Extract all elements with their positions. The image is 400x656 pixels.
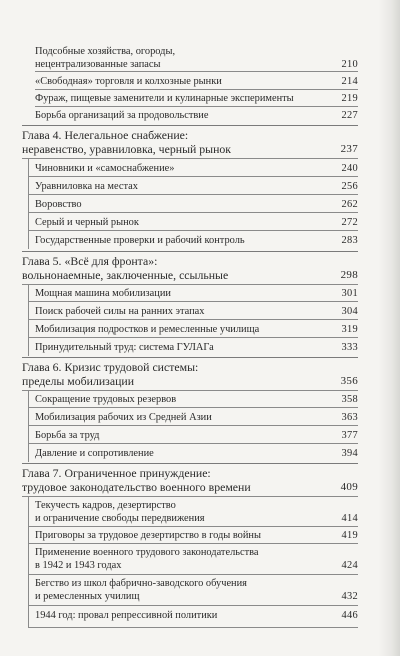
toc-page-number: 409 — [340, 481, 358, 493]
toc-page-number: 358 — [341, 394, 358, 405]
toc-page-number: 237 — [340, 143, 358, 155]
toc-entry-title: Бегство из школ фабрично-заводского обучения и ремесленных училищ — [35, 578, 247, 603]
toc-chapter-title: Глава 7. Ограниченное принуждение: трудовое законодательство военного времени — [22, 466, 251, 494]
toc-chapter-title: Глава 5. «Всё для фронта»: вольнонаемные, заключенные, ссыльные — [22, 254, 229, 282]
toc-entry[interactable] — [35, 75, 358, 90]
divider — [22, 125, 358, 126]
section-bracket — [28, 284, 29, 356]
toc-entry[interactable] — [35, 429, 358, 444]
toc-entry-title: Текучесть кадров, дезертирство и ограничение свободы передвижения — [35, 500, 205, 525]
divider — [28, 194, 358, 195]
toc-page-number: 394 — [341, 448, 358, 459]
toc-entry[interactable] — [35, 393, 358, 408]
toc-page-number: 333 — [341, 342, 358, 353]
toc-entry-title: Принудительный труд: система ГУЛАГа — [35, 342, 214, 353]
toc-page-number: 262 — [341, 199, 358, 210]
toc-entry-title: «Свободная» торговля и колхозные рынки — [35, 76, 222, 87]
toc-entry[interactable] — [35, 109, 358, 124]
divider — [28, 443, 358, 444]
divider — [28, 176, 358, 177]
toc-page-number: 363 — [341, 412, 358, 423]
toc-entry[interactable] — [35, 162, 358, 177]
toc-entry-title: Мобилизация подростков и ремесленные училища — [35, 324, 260, 335]
divider — [28, 319, 358, 320]
toc-page-number: 356 — [340, 375, 358, 387]
toc-page-number: 432 — [341, 591, 358, 603]
toc-entry-title: Серый и черный рынок — [35, 217, 139, 228]
divider — [22, 463, 358, 464]
toc-page-number: 227 — [341, 110, 358, 121]
toc-entry[interactable] — [35, 546, 358, 574]
toc-entry-title: Государственные проверки и рабочий контроль — [35, 235, 245, 246]
toc-entry[interactable] — [35, 529, 358, 544]
divider — [35, 89, 358, 90]
toc-entry[interactable] — [35, 609, 358, 624]
toc-entry[interactable] — [35, 216, 358, 231]
toc-entry-title: Борьба организаций за продовольствие — [35, 110, 209, 121]
divider — [28, 337, 358, 338]
toc-page-number: 272 — [341, 217, 358, 228]
toc-chapter-title: Глава 6. Кризис трудовой системы: пределы мобилизации — [22, 360, 199, 388]
divider — [22, 390, 358, 391]
toc-page-number: 298 — [340, 269, 358, 281]
toc-page-number: 419 — [341, 530, 358, 541]
divider — [35, 71, 358, 72]
toc-chapter[interactable] — [22, 128, 358, 158]
toc-entry[interactable] — [35, 341, 358, 356]
toc-entry-title: Давление и сопротивление — [35, 448, 154, 459]
toc-entry[interactable] — [35, 447, 358, 462]
toc-entry-title: Мобилизация рабочих из Средней Азии — [35, 412, 212, 423]
toc-entry[interactable] — [35, 305, 358, 320]
toc-entry[interactable] — [35, 180, 358, 195]
divider — [28, 574, 358, 575]
divider — [28, 230, 358, 231]
toc-chapter-title: Глава 4. Нелегальное снабжение: неравенство, уравниловка, черный рынок — [22, 128, 232, 156]
toc-page-number: 446 — [341, 610, 358, 621]
toc-entry[interactable] — [35, 411, 358, 426]
toc-entry-title: Поиск рабочей силы на ранних этапах — [35, 306, 205, 317]
toc-entry[interactable] — [35, 577, 358, 605]
divider — [28, 407, 358, 408]
toc-page-number: 283 — [341, 235, 358, 246]
toc-page-number: 256 — [341, 181, 358, 192]
toc-entry-title: 1944 год: провал репрессивной политики — [35, 610, 218, 621]
toc-entry[interactable] — [35, 198, 358, 213]
toc-entry-title: Чиновники и «самоснабжение» — [35, 163, 175, 174]
divider — [22, 158, 358, 159]
page-edge-shadow — [378, 0, 400, 656]
divider — [28, 605, 358, 606]
divider — [35, 106, 358, 107]
toc-chapter[interactable] — [22, 254, 358, 284]
toc-page-number: 377 — [341, 430, 358, 441]
toc-entry-title: Приговоры за трудовое дезертирство в годы войны — [35, 530, 261, 541]
toc-page-number: 424 — [341, 560, 358, 572]
divider — [28, 543, 358, 544]
toc-entry[interactable] — [35, 287, 358, 302]
toc-page-number: 210 — [341, 59, 358, 71]
toc-page-number: 304 — [341, 306, 358, 317]
divider — [28, 212, 358, 213]
toc-page-number: 219 — [341, 93, 358, 104]
toc-entry[interactable] — [35, 45, 358, 73]
toc-entry[interactable] — [35, 92, 358, 107]
toc-chapter[interactable] — [22, 466, 358, 496]
section-bracket — [28, 390, 29, 462]
toc-entry[interactable] — [35, 499, 358, 527]
section-bracket — [28, 158, 29, 249]
toc-entry-title: Уравниловка на местах — [35, 181, 138, 192]
divider — [28, 301, 358, 302]
section-bracket — [28, 496, 29, 627]
toc-entry-title: Воровство — [35, 199, 82, 210]
divider — [28, 627, 358, 628]
toc-entry-title: Применение военного трудового законодательства в 1942 и 1943 годах — [35, 547, 259, 572]
toc-entry-title: Мощная машина мобилизации — [35, 288, 171, 299]
toc-page-number: 414 — [341, 513, 358, 525]
divider — [28, 526, 358, 527]
toc-page-number: 240 — [341, 163, 358, 174]
toc-entry-title: Фураж, пищевые заменители и кулинарные эксперименты — [35, 93, 294, 104]
divider — [28, 425, 358, 426]
toc-entry[interactable] — [35, 234, 358, 249]
toc-entry-title: Подсобные хозяйства, огороды, нецентрализованные запасы — [35, 46, 176, 71]
toc-page-number: 319 — [341, 324, 358, 335]
divider — [22, 496, 358, 497]
toc-entry[interactable] — [35, 323, 358, 338]
toc-chapter[interactable] — [22, 360, 358, 390]
toc-page-number: 301 — [341, 288, 358, 299]
divider — [22, 284, 358, 285]
toc-page-number: 214 — [341, 76, 358, 87]
divider — [22, 357, 358, 358]
divider — [22, 251, 358, 252]
toc-entry-title: Сокращение трудовых резервов — [35, 394, 177, 405]
toc-entry-title: Борьба за труд — [35, 430, 100, 441]
